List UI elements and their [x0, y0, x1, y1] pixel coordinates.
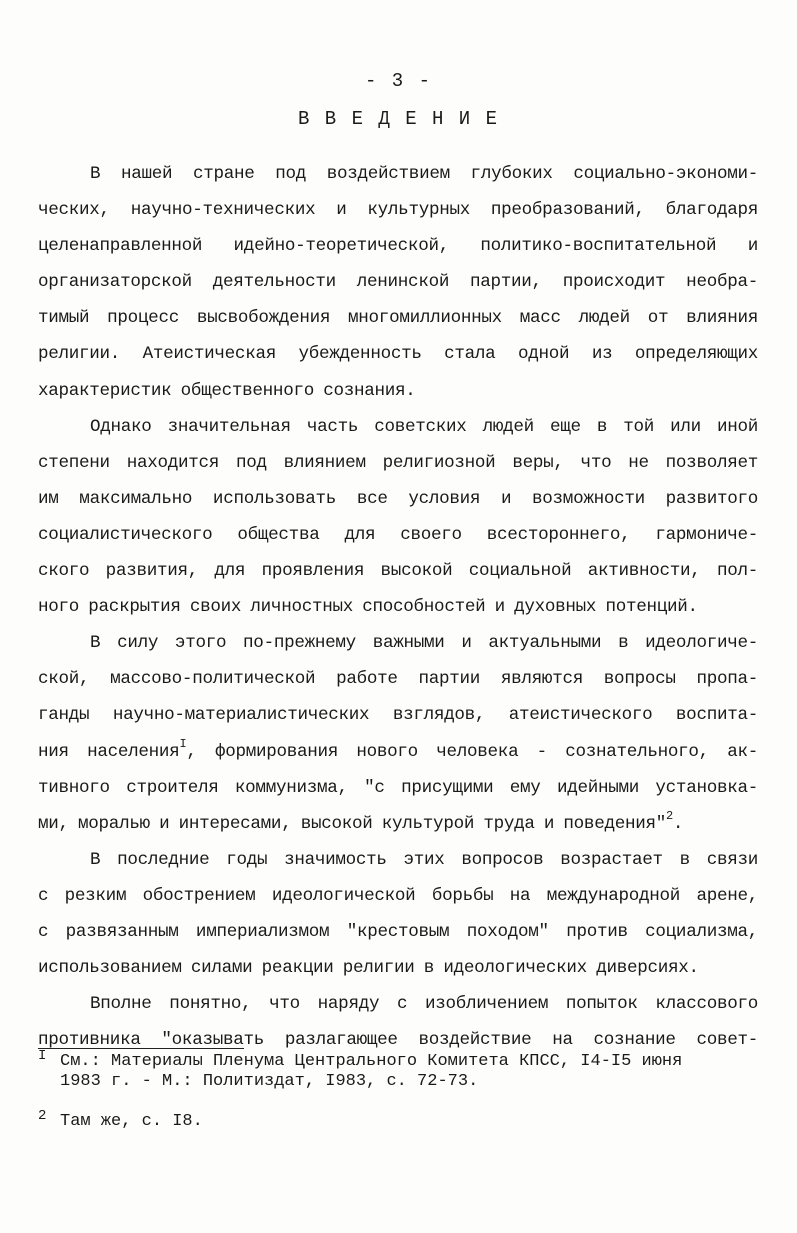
footnote-text: 1983 г. - М.: Политиздат, I983, с. 72-73. — [60, 1072, 479, 1091]
text-segment: ми, моралью и интересами, высокой культурой труда и поведения" — [38, 813, 666, 834]
footnote-ref-1: I — [179, 736, 187, 751]
page-title: В В Е Д Е Н И Е — [297, 108, 500, 130]
text-line: с развязанным империализмом "крестовым походом" против социализма, — [38, 921, 758, 942]
text-line: противника "оказывать разлагающее воздействие на сознание совет- — [38, 1030, 758, 1051]
text-segment: ния населения — [38, 741, 180, 762]
footnote-2 — [38, 1108, 758, 1132]
text-line — [38, 806, 758, 842]
text-segment: . — [672, 813, 684, 834]
text-line: ного раскрытия своих личностных способностей и духовных потенций. — [38, 597, 698, 618]
text-line: тивного строителя коммунизма, "с присущими ему идейными установка- — [38, 777, 758, 798]
footnote-mark: I — [38, 1048, 47, 1064]
text-line: В нашей стране под воздействием глубоких социально-экономи- — [90, 164, 758, 184]
text-line: организаторской деятельности ленинской партии, происходит необра- — [38, 272, 758, 293]
text-line: целенаправленной идейно-теоретической, политико-воспитательной и — [38, 236, 758, 257]
text-line — [38, 734, 758, 770]
footnote-ref-2: 2 — [666, 808, 673, 823]
page-number: - 3 - — [364, 70, 432, 92]
text-line: ганды научно-материалистических взглядов, атеистического воспита- — [38, 705, 758, 726]
text-line: социалистического общества для своего всестороннего, гармониче- — [38, 524, 758, 545]
text-line: религии. Атеистическая убежденность стала одной из определяющих — [38, 344, 758, 365]
footnote-1 — [38, 1048, 758, 1092]
body-text — [38, 156, 758, 1058]
text-line: ского развития, для проявления высокой социальной активности, пол- — [38, 561, 758, 582]
footnote-text: См.: Материалы Пленума Центрального Комитета КПСС, I4-I5 июня — [60, 1052, 683, 1071]
text-line: с резким обострением идеологической борьбы на международной арене, — [38, 885, 758, 906]
footnote-divider — [38, 1048, 244, 1049]
text-line: им максимально использовать все условия и возможности развитого — [38, 488, 758, 509]
text-line: ческих, научно-технических и культурных преобразований, благодаря — [38, 200, 758, 221]
text-line: тимый процесс высвобождения многомиллионных масс людей от влияния — [38, 308, 758, 329]
text-line: характеристик общественного сознания. — [38, 380, 416, 401]
text-line: использованием силами реакции религии в идеологических диверсиях. — [38, 958, 699, 979]
footnote-text: Там же, с. I8. — [60, 1112, 203, 1131]
text-line: ской, массово-политической работе партии являются вопросы пропа- — [38, 669, 758, 690]
footnotes — [38, 1048, 758, 1132]
text-line: В последние годы значимость этих вопросов возрастает в связи — [90, 849, 758, 870]
text-segment: , формирования нового человека - сознательного, ак- — [186, 741, 758, 762]
text-line: степени находится под влиянием религиозной веры, что не позволяет — [38, 452, 758, 473]
text-line: В силу этого по-прежнему важными и актуальными в идеологиче- — [90, 633, 758, 654]
text-line: Вполне понятно, что наряду с изобличением попыток классового — [90, 994, 758, 1015]
footnote-mark: 2 — [38, 1108, 47, 1124]
text-line: Однако значительная часть советских людей еще в той или иной — [90, 416, 758, 437]
